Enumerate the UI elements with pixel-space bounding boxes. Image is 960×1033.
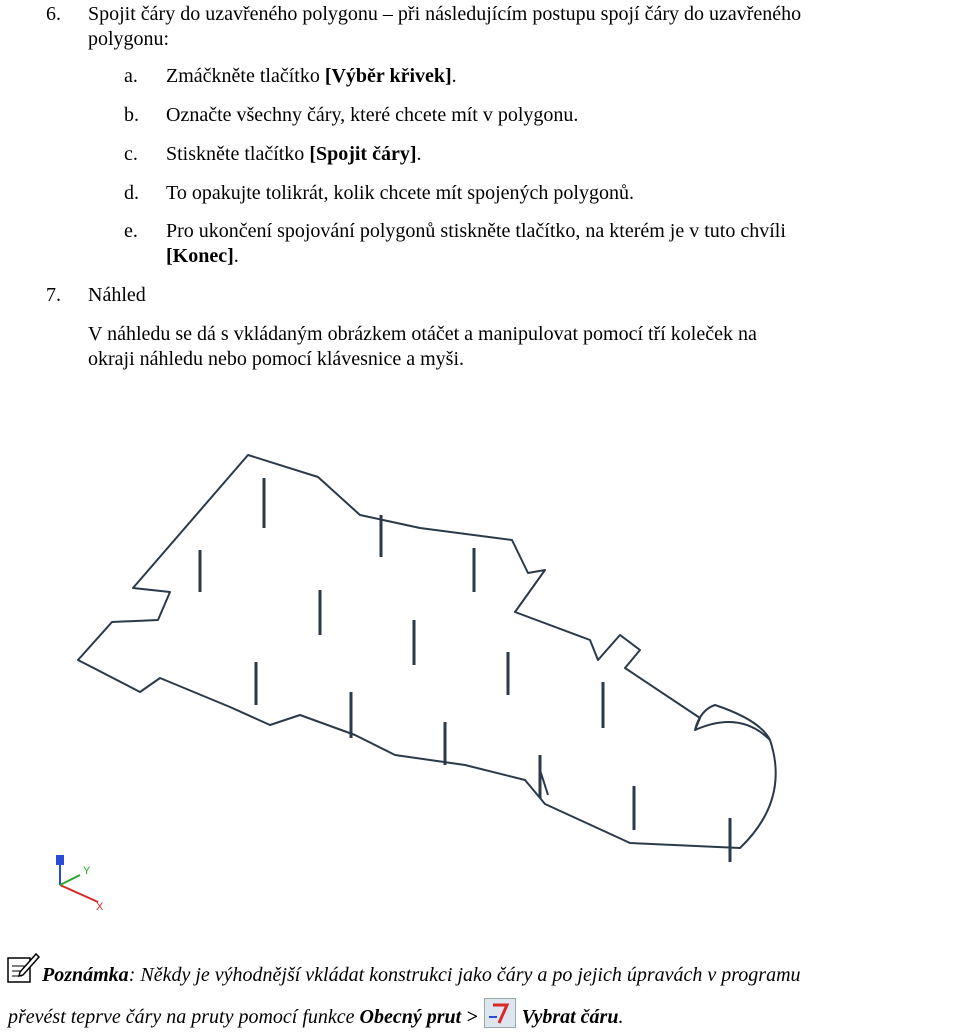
step-letter: e. bbox=[124, 220, 138, 242]
step-c-text: Stiskněte tlačítko [Spojit čáry]. bbox=[166, 143, 422, 165]
step-letter: b. bbox=[124, 104, 139, 126]
floor-plan-outline bbox=[78, 455, 776, 848]
preview-drawing bbox=[0, 420, 960, 940]
step-a-text: Zmáčkněte tlačítko [Výběr křivek]. bbox=[166, 65, 457, 87]
step-e-text-line2: [Konec]. bbox=[166, 245, 239, 267]
z-axis-line bbox=[60, 875, 80, 885]
item-7-para-line2: okraji náhledu nebo pomocí klávesnice a myši. bbox=[88, 348, 465, 370]
axis-y-label: Y bbox=[83, 865, 91, 877]
step-d-text: To opakujte tolikrát, kolik chcete mít spojených polygonů. bbox=[166, 182, 634, 204]
step-a-button-ref: [Výběr křivek] bbox=[324, 65, 452, 87]
axis-x-label: X bbox=[96, 901, 104, 913]
column-lines bbox=[200, 478, 730, 862]
step-b-text: Označte všechny čáry, které chcete mít v polygonu. bbox=[166, 104, 579, 126]
step-letter: c. bbox=[124, 143, 138, 165]
note-label: Poznámka bbox=[42, 964, 129, 986]
axis-indicator bbox=[56, 855, 104, 913]
note-line1: Poznámka: Někdy je výhodnější vkládat konstrukci jako čáry a po jejich úpravách v programu bbox=[42, 964, 801, 986]
item-7-number: 7. bbox=[46, 284, 61, 306]
step-e-text-line1: Pro ukončení spojování polygonů stiskněte tlačítko, na kterém je v tuto chvíli bbox=[166, 220, 786, 242]
item-7-title: Náhled bbox=[88, 284, 146, 306]
note-pencil-icon bbox=[6, 950, 40, 984]
step-letter: a. bbox=[124, 65, 138, 87]
z-axis-marker bbox=[56, 855, 64, 865]
polygon-outline bbox=[78, 455, 776, 848]
note-line2: převést teprve čáry na pruty pomocí funkce Obecný prut > Vybrat čáru. bbox=[8, 998, 623, 1029]
item-7-para-line1: V náhledu se dá s vkládaným obrázkem otáčet a manipulovat pomocí tří koleček na bbox=[88, 323, 757, 345]
item-6-text-line1: Spojit čáry do uzavřeného polygonu – při následujícím postupu spojí čáry do uzavřeného bbox=[88, 3, 802, 25]
step-c-button-ref: [Spojit čáry] bbox=[309, 143, 417, 165]
item-6-number: 6. bbox=[46, 3, 61, 25]
select-line-tool-icon bbox=[484, 998, 516, 1028]
x-axis-line bbox=[60, 885, 98, 902]
item-6-text-line2: polygonu: bbox=[88, 28, 170, 50]
select-line-ref: Vybrat čáru bbox=[521, 1006, 619, 1028]
step-letter: d. bbox=[124, 182, 139, 204]
general-member-ref: Obecný prut > bbox=[359, 1006, 478, 1028]
step-e-button-ref: [Konec] bbox=[166, 245, 234, 267]
